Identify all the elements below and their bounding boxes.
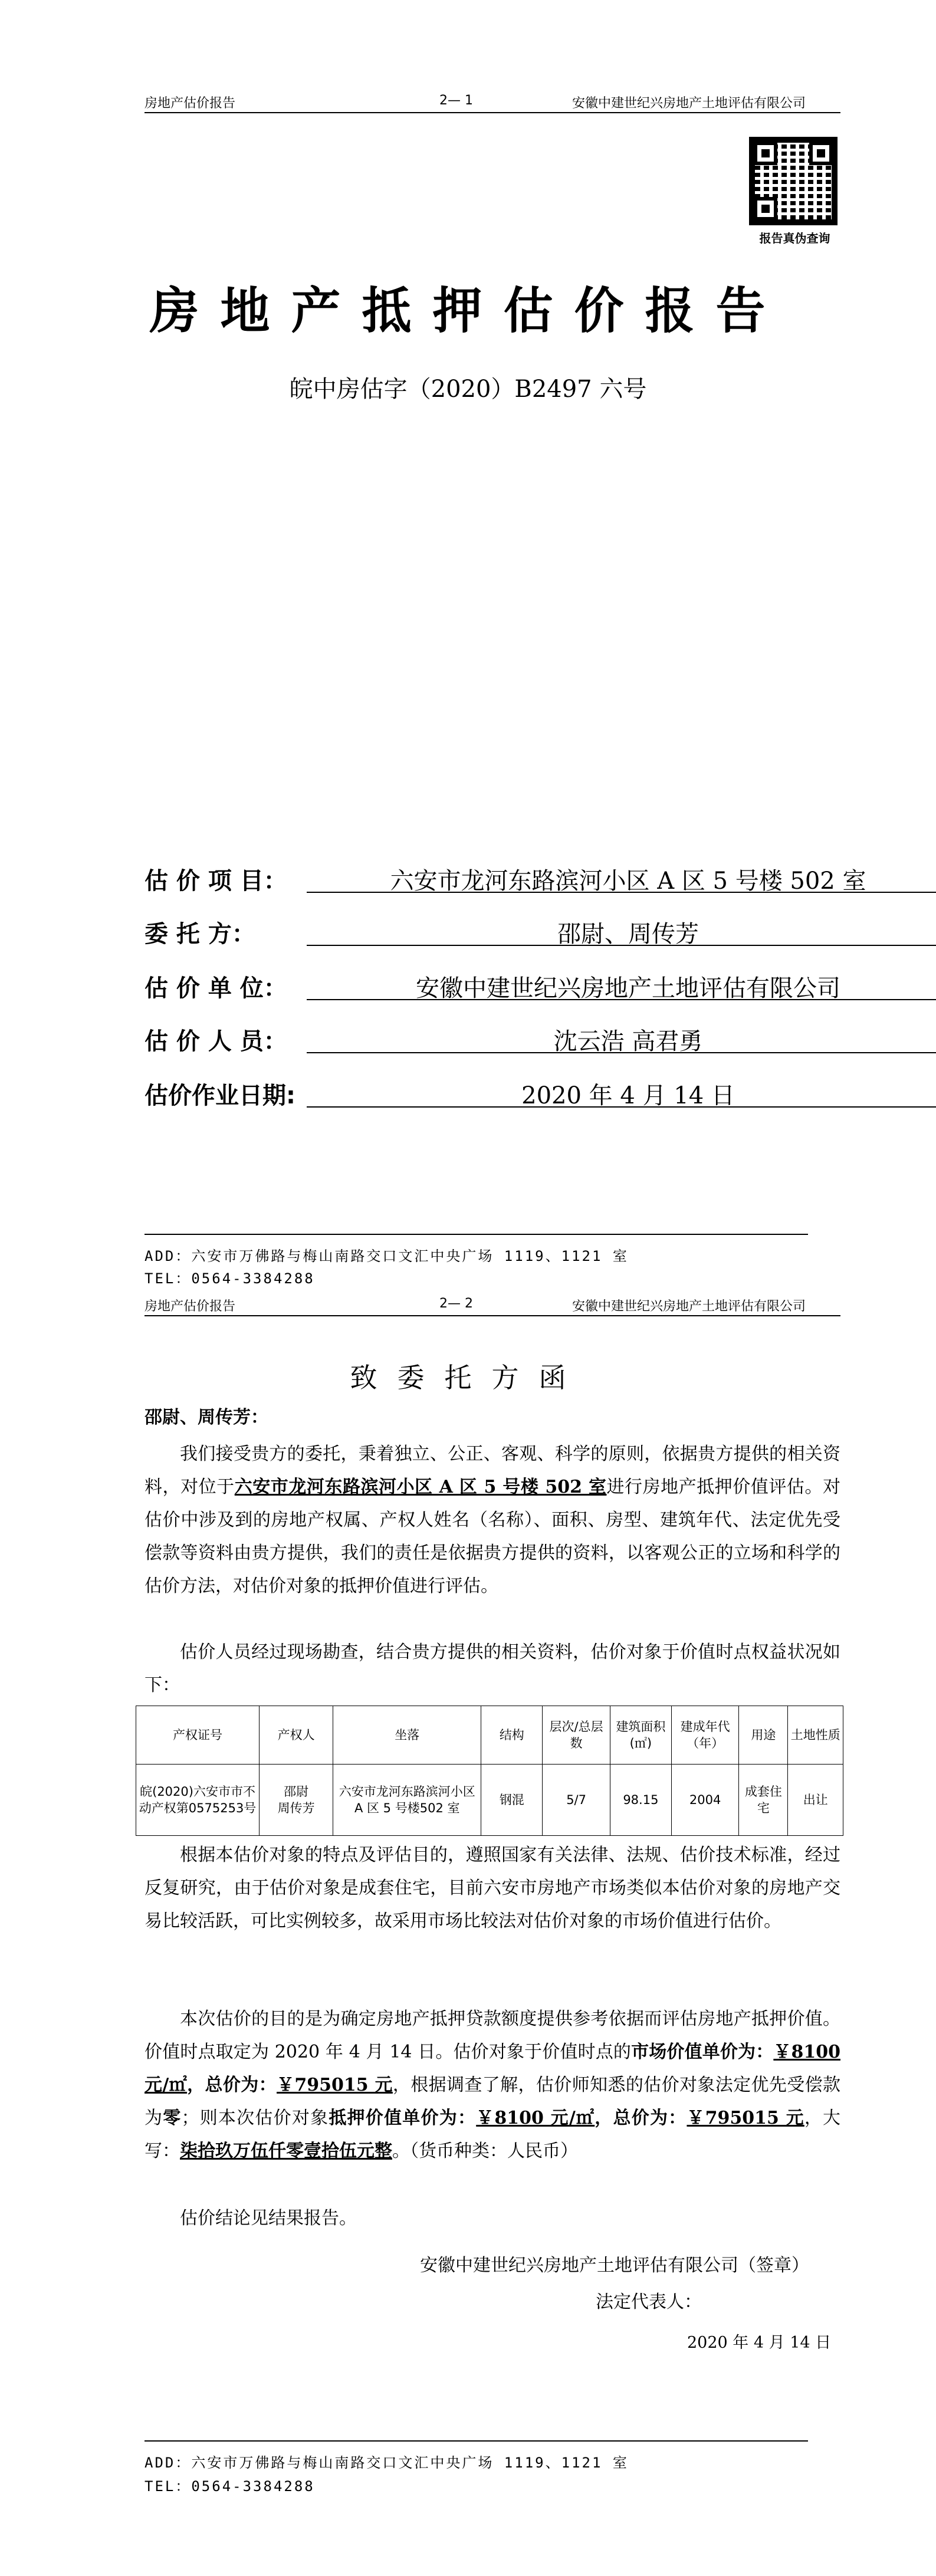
table-header-cell: 坐落 (333, 1706, 481, 1765)
info-label: 估 价 单 位： (144, 975, 287, 1002)
page1-header-rule (144, 112, 840, 113)
market-total-price-label: 总价为： (205, 2075, 277, 2095)
mortgage-unit-price-label: 抵押价值单价为： (329, 2108, 477, 2128)
table-header-cell: 土地性质 (788, 1706, 843, 1765)
page1-header-left: 房地产估价报告 (144, 96, 236, 111)
para4-text-a: 本次估价的目的是为确定房地产抵押贷款额度提供参考依据而评估房地产抵押价值。价值时点取定为 2020 年 4 月 14 日。估价对象于价值时点的 (144, 2009, 840, 2062)
page1-header-right: 安徽中建世纪兴房地产土地评估有限公司 (572, 96, 806, 111)
letter-paragraph-4 (144, 2003, 840, 2168)
info-label: 委 托 方： (144, 921, 255, 948)
para2-text: 估价人员经过现场勘查，结合贵方提供的相关资料，估价对象于价值时点权益状况如下： (144, 1642, 840, 1696)
info-label: 估 价 人 员： (144, 1028, 287, 1055)
page1-footer-rule (144, 1234, 808, 1235)
property-address: 六安市龙河东路滨河小区 A 区 5 号楼 502 室 (234, 1477, 607, 1497)
para5-text: 估价结论见结果报告。 (180, 2208, 357, 2229)
mortgage-unit-price: ￥8100 元/㎡ (476, 2108, 595, 2128)
legal-representative: 法定代表人： (596, 2292, 702, 2312)
para4-text-d: ，大写： (144, 2108, 841, 2161)
para4-comma: ， (187, 2075, 205, 2095)
table-header-cell: 层次/总层数 (543, 1706, 610, 1765)
letter-paragraph-3 (144, 1839, 840, 1938)
letter-salutation: 邵尉、周传芳： (144, 1407, 268, 1428)
verification-qr-code-icon[interactable] (749, 137, 838, 225)
table-header-cell: 产权证号 (136, 1706, 260, 1765)
para4-comma: ， (595, 2108, 613, 2128)
page2-header-page-no: 2— 2 (439, 1296, 473, 1311)
mortgage-total-price-label: 总价为： (613, 2108, 687, 2128)
qr-caption: 报告真伪查询 (759, 231, 830, 245)
market-total-price: ￥795015 元 (277, 2075, 393, 2095)
page1-header-page-no: 2— 1 (439, 93, 473, 108)
report-title: 房地产抵押估价报告 (149, 281, 787, 340)
page2-footer-rule (144, 2440, 808, 2442)
property-rights-table (136, 1706, 843, 1836)
para4-text-b: ，根据调查了解，估价师知悉的估价对象法定优先受偿款为 (144, 2075, 841, 2128)
page2-footer-address: ADD：六安市万佛路与梅山南路交口文汇中央广场 1119、1121 室 (144, 2455, 629, 2471)
info-value: 六安市龙河东路滨河小区 A 区 5 号楼 502 室 (307, 862, 936, 893)
page2-header-left: 房地产估价报告 (144, 1299, 236, 1314)
table-header-cell: 用途 (739, 1706, 788, 1765)
table-cell: 六安市龙河东路滨河小区 A 区 5 号楼502 室 (333, 1765, 481, 1836)
table-row (136, 1765, 843, 1836)
page2-header-right: 安徽中建世纪兴房地产土地评估有限公司 (572, 1299, 806, 1314)
info-label: 估价作业日期: (144, 1082, 295, 1109)
info-label: 估 价 项 目： (144, 868, 287, 895)
letter-paragraph-2 (144, 1636, 840, 1702)
table-cell: 5/7 (543, 1765, 610, 1836)
table-header-cell: 建成年代（年） (671, 1706, 739, 1765)
table-header-row (136, 1706, 843, 1765)
report-number: 皖中房估字（2020）B2497 六号 (289, 376, 647, 403)
letter-paragraph-1 (144, 1438, 840, 1603)
table-cell: 皖(2020)六安市市不动产权第0575253号 (136, 1765, 260, 1836)
para4-text-e: 。（货币种类：人民币） (392, 2141, 578, 2161)
table-cell: 98.15 (610, 1765, 671, 1836)
page2-header-rule (144, 1315, 840, 1316)
priority-claims-value: 零 (163, 2108, 182, 2128)
letter-title: 致委托方函 (350, 1362, 586, 1394)
table-header-cell: 产权人 (260, 1706, 333, 1765)
market-unit-price-label: 市场价值单价为： (631, 2042, 774, 2062)
para4-text-c: ；则本次估价对象 (181, 2108, 329, 2128)
table-cell: 成套住宅 (739, 1765, 788, 1836)
info-value: 邵尉、周传芳 (307, 915, 936, 946)
info-value: 沈云浩 高君勇 (307, 1023, 936, 1053)
table-header-cell: 建筑面积(㎡) (610, 1706, 671, 1765)
info-value: 2020 年 4 月 14 日 (307, 1077, 936, 1108)
para1-text-a: 我们接受贵方的委托，秉着独立、公正、客观、科学的原则，依据贵方提供的相关资料，对位于 (144, 1444, 840, 1497)
table-cell: 2004 (671, 1765, 739, 1836)
para3-text: 根据本估价对象的特点及评估目的，遵照国家有关法律、法规、估价技术标准，经过反复研究，由于估价对象是成套住宅，目前六安市房地产市场类似本估价对象的房地产交易比较活跃，可比实例较多，故采用市场比较法对估价对象的市场价值进行估价。 (144, 1845, 840, 1931)
company-signature: 安徽中建世纪兴房地产土地评估有限公司（签章） (420, 2255, 809, 2276)
letter-paragraph-5 (144, 2202, 840, 2235)
info-value: 安徽中建世纪兴房地产土地评估有限公司 (307, 970, 936, 1000)
page2-footer-tel: TEL：0564-3384288 (144, 2478, 315, 2495)
mortgage-total-price: ￥795015 元 (687, 2108, 804, 2128)
table-cell: 出让 (788, 1765, 843, 1836)
letter-date: 2020 年 4 月 14 日 (687, 2334, 832, 2352)
table-cell: 钢混 (481, 1765, 543, 1836)
para1-text-b: 进行房地产抵押价值评估。对估价中涉及到的房地产权属、产权人姓名（名称）、面积、房型、建筑年代、法定优先受偿款等资料由贵方提供，我们的责任是依据贵方提供的资料，以客观公正的立场和科学的估价方法，对估价对象的抵押价值进行评估。 (144, 1477, 841, 1596)
page1-footer-address: ADD：六安市万佛路与梅山南路交口文汇中央广场 1119、1121 室 (144, 1248, 629, 1264)
amount-in-words: 柒拾玖万伍仟零壹拾伍元整 (180, 2141, 392, 2161)
table-cell: 邵尉 周传芳 (260, 1765, 333, 1836)
market-unit-price: ￥8100 元/㎡ (144, 2042, 841, 2095)
table-header-cell: 结构 (481, 1706, 543, 1765)
page1-footer-tel: TEL：0564-3384288 (144, 1270, 315, 1287)
